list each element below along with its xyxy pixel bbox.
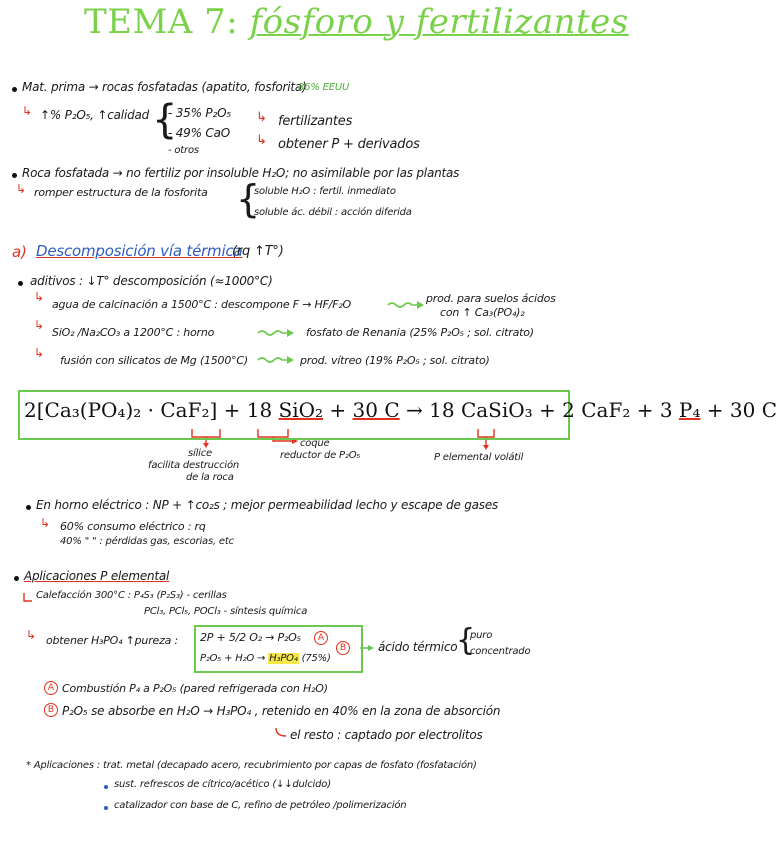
eq-lhs: 2[Ca₃(PO₄)₂ · CaF₂] + 18 bbox=[24, 398, 273, 422]
rock-break-line: romper estructura de la fosforita bbox=[34, 186, 208, 199]
note-a: Combustión P₄ a P₂O₅ (pared refrigerada con H₂O) bbox=[62, 682, 328, 695]
solubility-item: soluble H₂O : fertil. inmediato bbox=[254, 186, 396, 197]
raw-material-line: Mat. prima → rocas fosfatadas (apatito, fosforita) bbox=[22, 80, 307, 94]
bullet-dot bbox=[14, 576, 19, 581]
solubility-item: soluble ác. débil : acción diferida bbox=[254, 207, 412, 218]
note-b: P₂O₅ se absorbe en H₂O → H₃PO₄ , retenido en 40% en la zona de absorción bbox=[62, 704, 501, 718]
p-note: P elemental volátil bbox=[434, 452, 524, 463]
use-item: fertilizantes bbox=[278, 114, 353, 129]
eq-sio2: SiO₂ bbox=[278, 398, 324, 422]
furnace-sub: 60% consumo eléctrico : rq bbox=[60, 520, 206, 533]
furnace-line: En horno eléctrico : NP + ↑co₂s ; mejor permeabilidad lecho y escape de gases bbox=[36, 498, 499, 512]
bullet-dot bbox=[104, 785, 108, 789]
acid-result: ácido térmico bbox=[378, 640, 458, 654]
silice-note: facilita destrucción bbox=[148, 460, 240, 471]
coque-note: coque bbox=[300, 438, 330, 449]
grade-item: - 35% P₂O₅ bbox=[168, 106, 231, 120]
section-label: a) bbox=[12, 243, 27, 261]
footer-bullet: sust. refrescos de cítrico/acético (↓↓dulcido) bbox=[114, 779, 331, 790]
grade-item: - otros bbox=[168, 145, 199, 156]
apps-title: Aplicaciones P elemental bbox=[24, 569, 170, 583]
use-item: obtener P + derivados bbox=[278, 137, 420, 152]
method-item: SiO₂ /Na₂CO₃ a 1200°C : horno bbox=[52, 326, 215, 339]
title-main: TEMA 7: bbox=[84, 2, 239, 42]
arrow-icon: ↳ bbox=[40, 516, 50, 530]
arrow-icon: ↳ bbox=[22, 104, 32, 118]
method-item: agua de calcinación a 1500°C : descompone F → HF/F₂O bbox=[52, 298, 352, 311]
bullet-dot bbox=[26, 505, 31, 510]
title-sub: fósforo y fertilizantes bbox=[249, 2, 629, 42]
acid-opt: concentrado bbox=[470, 646, 531, 657]
coque-note: reductor de P₂O₅ bbox=[280, 450, 361, 461]
eq-carbon: 30 C bbox=[352, 398, 400, 422]
reaction-1: 2P + 5/2 O₂ → P₂O₅ bbox=[200, 631, 301, 644]
marker-a: A bbox=[44, 681, 58, 695]
bullet-dot bbox=[104, 806, 108, 810]
acid-opt: puro bbox=[470, 630, 493, 641]
silice-note: de la roca bbox=[186, 472, 234, 483]
main-equation bbox=[24, 398, 777, 422]
marker-b: B bbox=[44, 703, 58, 717]
footer-line: * Aplicaciones : trat. metal (decapado acero, recubrimiento por capas de fosfato (fosfatación) bbox=[26, 760, 477, 771]
eq-p4: P₄ bbox=[678, 398, 701, 422]
note-b-2: el resto : captado por electrolitos bbox=[290, 728, 483, 742]
reaction-2-product: H₃PO₄ bbox=[269, 653, 298, 664]
eq-rhs: → 18 CaSiO₃ + 2 CaF₂ + 3 bbox=[406, 398, 673, 422]
apps-heat-2: PCl₃, PCl₅, POCl₃ - síntesis química bbox=[144, 606, 308, 617]
rock-line: Roca fosfatada → no fertiliz por insoluble H₂O; no asimilable por las plantas bbox=[22, 166, 460, 180]
reaction-2-yield: (75%) bbox=[301, 653, 331, 664]
eq-plus: + bbox=[329, 398, 347, 422]
arrow-icon: ↳ bbox=[16, 182, 26, 196]
brace-icon: { bbox=[152, 97, 178, 143]
apps-acid: obtener H₃PO₄ ↑pureza : bbox=[46, 634, 179, 647]
marker-b: B bbox=[336, 641, 350, 655]
section-condition: (rq ↑T°) bbox=[232, 244, 284, 259]
brace-icon: { bbox=[236, 177, 260, 221]
method-result: fosfato de Renania (25% P₂O₅ ; sol. citrato) bbox=[306, 326, 534, 339]
brace-icon: { bbox=[456, 623, 475, 658]
raw-material-note: 86% EEUU bbox=[298, 82, 350, 93]
quality-line: ↑% P₂O₅, ↑calidad bbox=[40, 108, 150, 122]
method-result: prod. para suelos ácidos bbox=[426, 292, 556, 305]
reaction-2-lhs: P₂O₅ + H₂O → bbox=[200, 653, 266, 664]
apps-heat: Calefacción 300°C : P₄S₃ (P₂S₃) - cerillas bbox=[36, 590, 227, 601]
footer-bullet: catalizador con base de C, refino de petróleo /polimerización bbox=[114, 800, 407, 811]
arrow-icon: ↳ bbox=[34, 290, 44, 304]
arrow-icon: ↳ bbox=[256, 133, 267, 148]
furnace-sub: 40% " " : pérdidas gas, escorias, etc bbox=[60, 536, 234, 547]
arrow-icon: ↳ bbox=[34, 346, 44, 360]
method-result-2: con ↑ Ca₃(PO₄)₂ bbox=[440, 306, 525, 319]
reaction-2 bbox=[200, 653, 331, 664]
arrow-icon: ↳ bbox=[26, 628, 36, 642]
marker-a: A bbox=[314, 631, 328, 645]
eq-rhs-end: + 30 C bbox=[706, 398, 777, 422]
method-result: prod. vítreo (19% P₂O₅ ; sol. citrato) bbox=[300, 354, 490, 367]
additives-line: aditivos : ↓T° descomposición (≈1000°C) bbox=[30, 274, 273, 288]
section-title: Descomposición vía térmica bbox=[36, 242, 243, 260]
grade-item: - 49% CaO bbox=[168, 126, 231, 140]
silice-note: sílice bbox=[188, 448, 212, 459]
arrow-icon: ↳ bbox=[34, 318, 44, 332]
arrow-icon: ↳ bbox=[256, 110, 267, 125]
method-item: fusión con silicatos de Mg (1500°C) bbox=[60, 354, 249, 367]
